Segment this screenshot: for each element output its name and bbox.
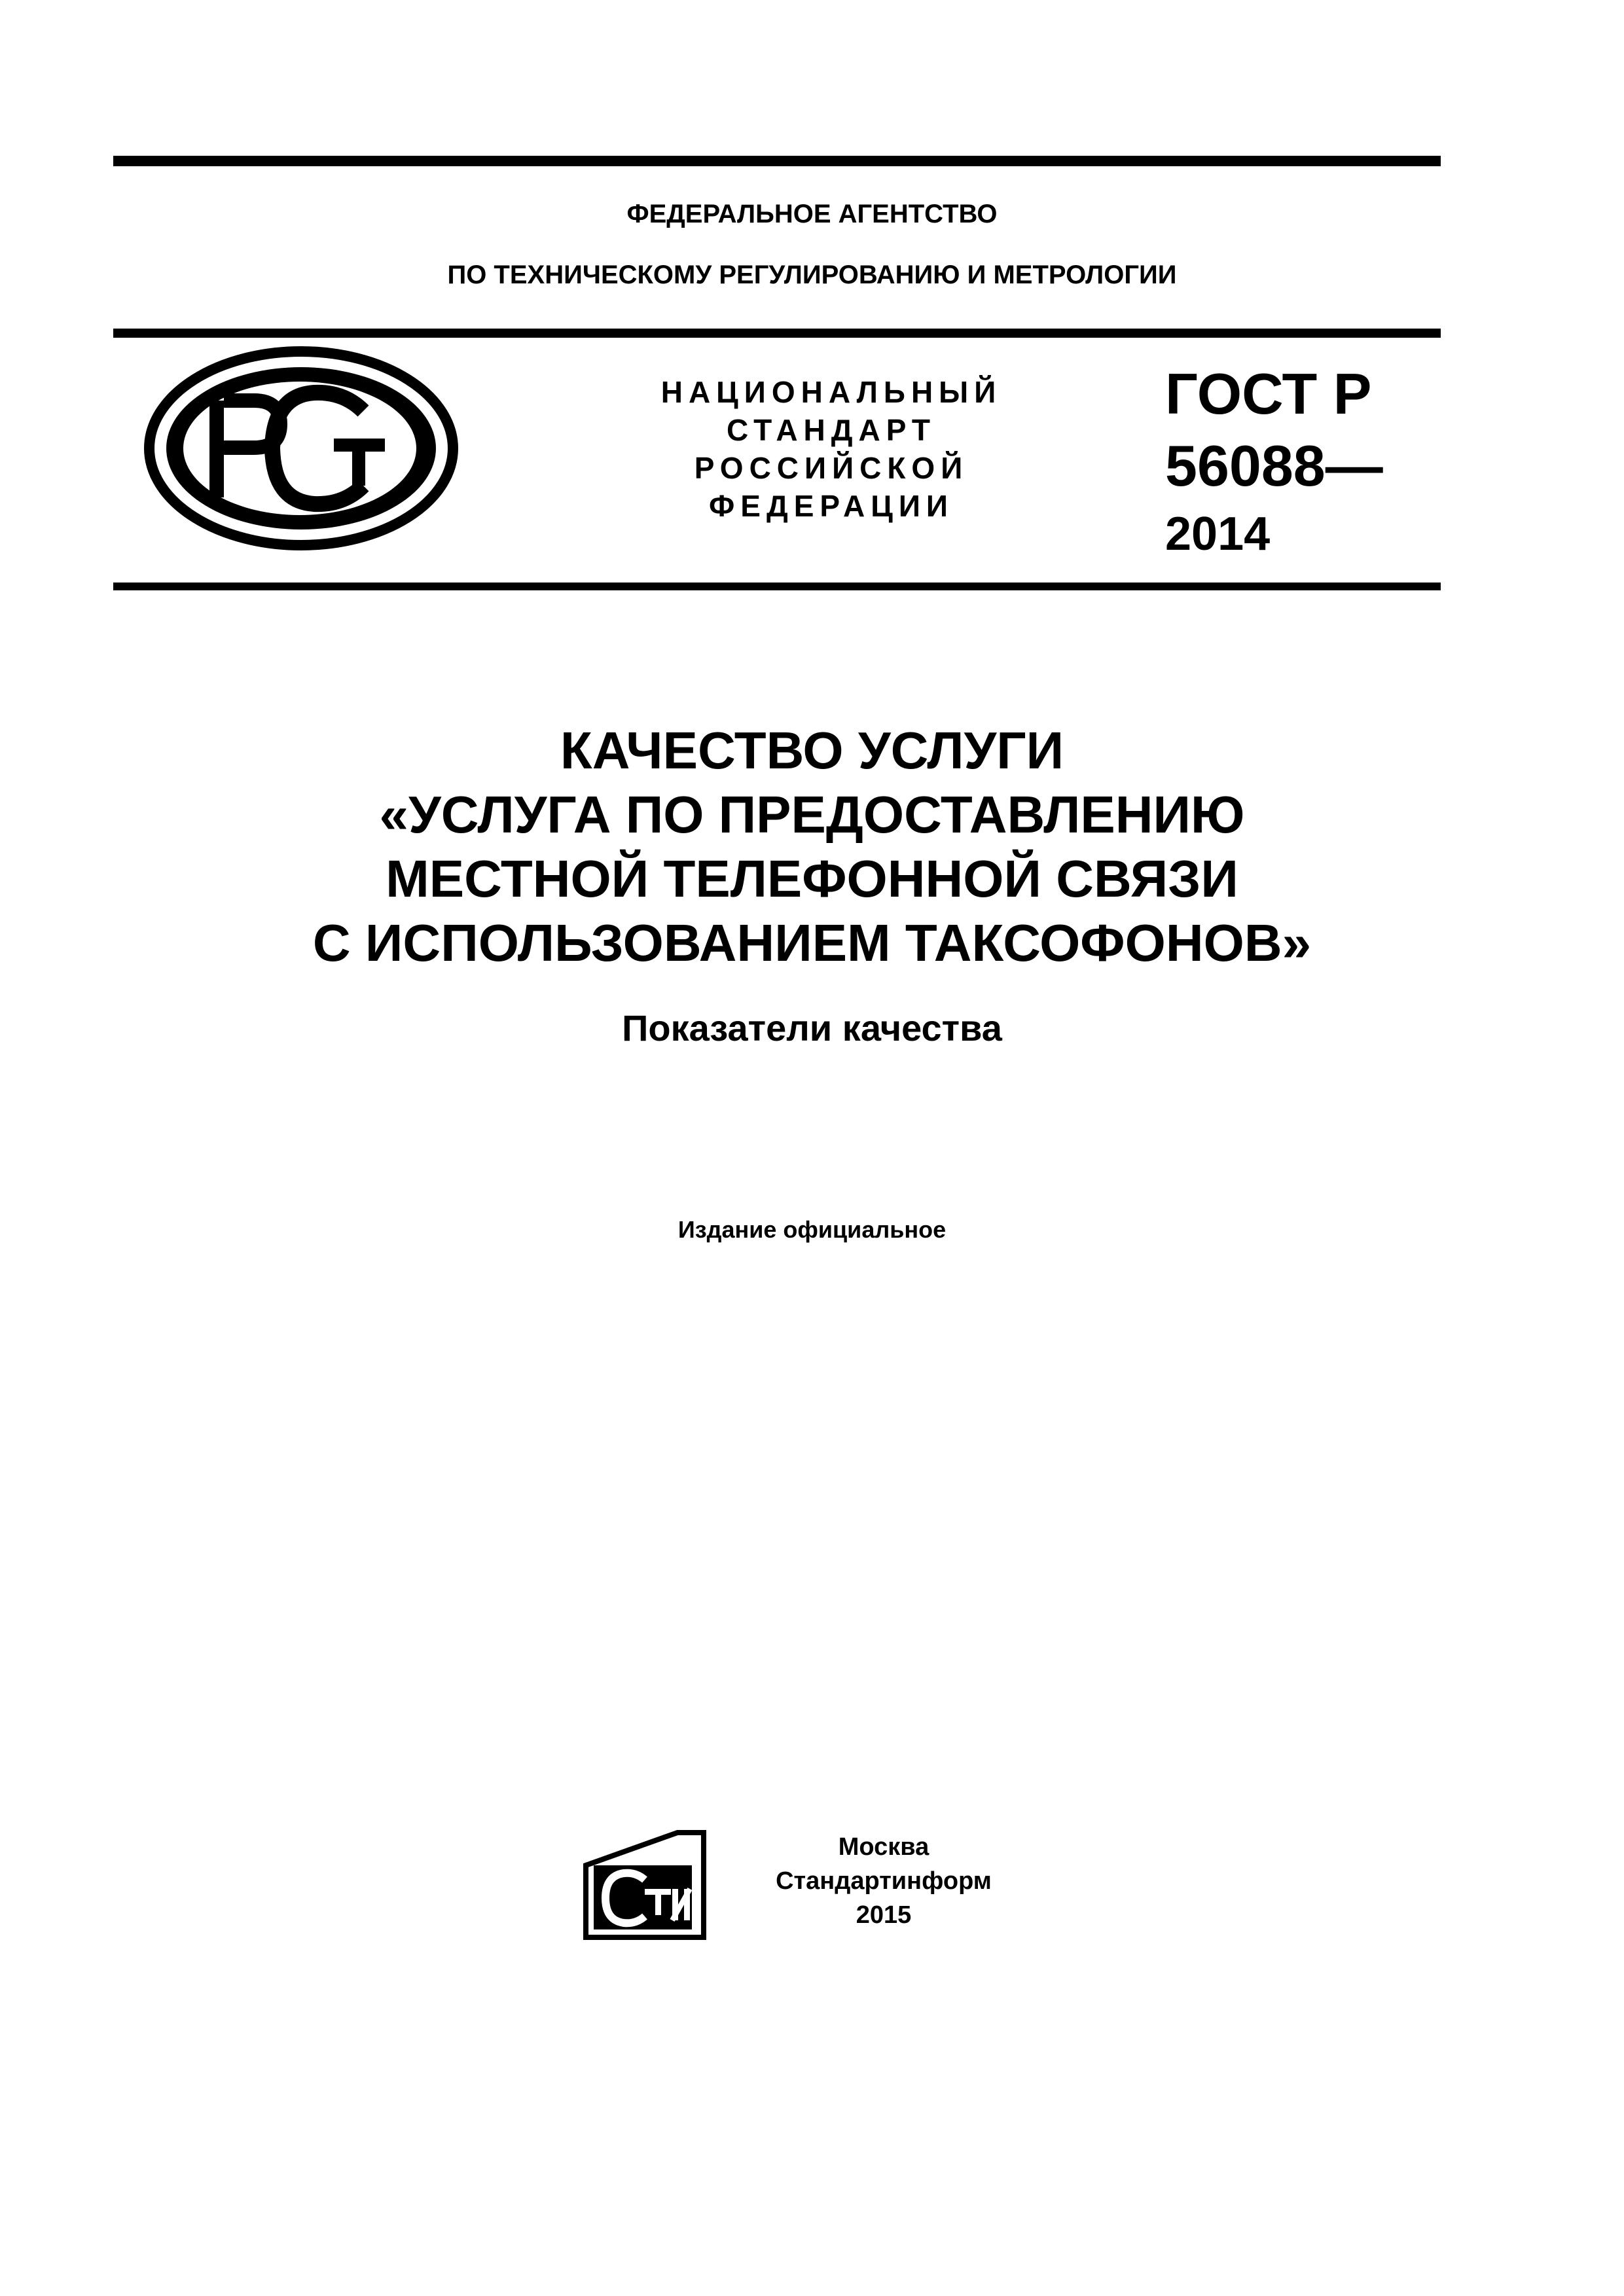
agency-line-1: ФЕДЕРАЛЬНОЕ АГЕНТСТВО [626,200,998,228]
block-top-rule [113,329,1441,338]
document-subtitle: Показатели качества [622,1007,1002,1049]
rst-emblem-icon [137,340,465,556]
publisher-name: Стандартинформ [776,1867,992,1895]
standartinform-logo-icon [579,1826,710,1944]
standard-type [583,373,1080,525]
standard-type-line: НАЦИОНАЛЬНЫЙ [660,375,1002,409]
standard-type-line: РОССИЙСКОЙ [694,451,969,485]
publisher-city: Москва [838,1833,929,1861]
edition-note: Издание официальное [677,1216,947,1243]
block-bottom-rule [113,583,1441,590]
designation-line: 2014 [1165,508,1271,560]
title-line: КАЧЕСТВО УСЛУГИ [560,721,1064,780]
publisher-block [720,1830,1047,1932]
standard-type-line: ФЕДЕРАЦИИ [709,489,954,523]
designation-line: 56088— [1165,433,1383,498]
publisher-year: 2015 [856,1901,912,1929]
designation-line: ГОСТ Р [1165,361,1372,426]
top-rule [113,156,1441,166]
title-line: МЕСТНОЙ ТЕЛЕФОННОЙ СВЯЗИ [386,850,1238,908]
standard-designation [1165,361,1383,560]
document-title [0,719,1624,975]
title-line: С ИСПОЛЬЗОВАНИЕМ ТАКСОФОНОВ» [312,914,1312,972]
standard-type-line: СТАНДАРТ [727,413,936,447]
agency-line-2: ПО ТЕХНИЧЕСКОМУ РЕГУЛИРОВАНИЮ И МЕТРОЛОГИИ [447,260,1177,289]
title-line: «УСЛУГА ПО ПРЕДОСТАВЛЕНИЮ [379,785,1245,844]
